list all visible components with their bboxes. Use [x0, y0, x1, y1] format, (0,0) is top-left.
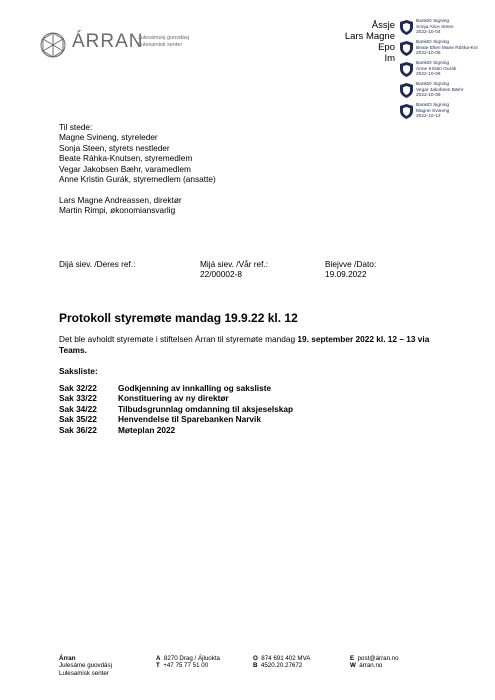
footer-org-name: Árran [59, 655, 76, 662]
address-line: Lars Magne [344, 31, 395, 42]
sak-item [59, 383, 293, 393]
sak-item [59, 393, 293, 403]
logo-name: ÁRRAN [72, 31, 144, 52]
footer-web [350, 655, 399, 670]
footer-website[interactable]: árran.no [359, 662, 383, 670]
signature-stamp [398, 102, 493, 122]
stamp-date: 2022-10-06 [416, 72, 441, 78]
staff-list [59, 195, 182, 216]
stamp-title: BankID Signing [416, 40, 450, 45]
sak-number: Sak 35/22 [59, 414, 97, 425]
stamp-title: BankID Signing [416, 19, 450, 24]
footer-phone: +47 75 77 51 00 [163, 662, 209, 670]
signature-stamps [398, 18, 493, 123]
staff-member: Martin Rimpi, økonomiansvarlig [59, 205, 176, 216]
footer-address: 8270 Drag / Ájluokta [163, 655, 220, 662]
attendee: Beate Ráhka-Knutsen, styremedlem [59, 153, 193, 164]
stamp-title: BankID Signing [416, 82, 450, 87]
shield-icon [400, 41, 413, 56]
footer-web-label: W [350, 662, 356, 670]
stamp-date: 2022-10-04 [416, 30, 441, 36]
stamp-signer: Anne Kristin Gurák [416, 66, 457, 72]
footer-org [59, 655, 112, 677]
footer-registry [253, 655, 310, 670]
footer-org-label: O [253, 655, 258, 662]
attendee: Vegar Jakobsen Bæhr, varamedlem [59, 163, 191, 174]
address-line: Im [384, 53, 395, 64]
var-ref [200, 259, 268, 279]
stamp-date: 2022-10-06 [416, 93, 441, 99]
sak-item [59, 404, 293, 414]
footer-contact [156, 655, 220, 670]
footer-org-line: Julesáme guovdásj [59, 662, 112, 670]
saksliste-heading: Saksliste: [59, 366, 98, 376]
intro-bold: 19. september 2022 kl. 12 – 13 via Teams. [59, 334, 430, 355]
shield-icon [400, 83, 413, 98]
attendee: Sonja Steen, styrets nestleder [59, 142, 170, 153]
date-value: 19.09.2022 [325, 269, 367, 279]
date-label: Biejvve /Dato: [325, 259, 377, 269]
saksliste [59, 383, 293, 435]
stamp-signer: Vegar Jakobsen Bæhr [416, 87, 464, 93]
staff-member: Lars Magne Andreassen, direktør [59, 195, 182, 205]
sak-title: Konstituering av ny direktør [118, 393, 229, 404]
stamp-signer: Sonja Alice Steen [416, 24, 454, 30]
shield-icon [400, 20, 413, 35]
deres-ref [59, 259, 135, 269]
attendees-list [59, 122, 216, 184]
address-line: Epo [378, 42, 395, 53]
sak-number: Sak 32/22 [59, 383, 97, 393]
footer-org-line: Lulesamisk senter [59, 669, 109, 677]
stamp-date: 2022-10-12 [416, 114, 441, 120]
stamp-signer: Magne Svineng [416, 108, 450, 114]
logo-subtitle: Julesámesj guovdásj Lulesamisk senter [138, 35, 190, 48]
signature-stamp [398, 81, 493, 101]
footer-email-label: E [350, 655, 355, 662]
sak-title: Tilbudsgrunnlag omdanning til aksjeselskap [118, 403, 294, 414]
sak-title: Godkjenning av innkalling og saksliste [118, 383, 272, 393]
signature-stamp [398, 39, 493, 59]
attendee: Anne Kristin Gurák, styremedlem (ansatte) [59, 174, 216, 185]
footer-phone-label: T [156, 662, 160, 670]
footer-org-number: 874 691 402 MVA [261, 655, 311, 662]
signature-stamp [398, 18, 493, 38]
sak-item [59, 425, 293, 435]
arran-logo-icon [38, 30, 68, 60]
address-line: Åssje [371, 20, 395, 31]
sak-number: Sak 34/22 [59, 403, 97, 414]
sak-title: Møteplan 2022 [118, 424, 176, 435]
signature-stamp [398, 60, 493, 80]
sak-number: Sak 36/22 [59, 424, 97, 435]
footer-bank-account: 4520.20.27672 [260, 662, 303, 670]
stamp-title: BankID Signing [416, 61, 450, 66]
intro-text: Det ble avholdt styremøte i stiftelsen Árran til styremøte mandag [59, 334, 298, 344]
document-date [325, 259, 376, 279]
stamp-signer: Beate Ellen Marie Ráhka-Kni [416, 45, 478, 51]
shield-icon [400, 104, 413, 119]
footer-bank-label: B [253, 662, 258, 670]
attendees-label: Til stede: [59, 122, 93, 132]
footer-addr-label: A [156, 655, 161, 662]
stamp-date: 2022-10-06 [416, 51, 441, 57]
shield-icon [400, 62, 413, 77]
recipient-address [255, 20, 395, 64]
footer-email[interactable]: post@árran.no [357, 655, 399, 662]
intro-paragraph [59, 334, 439, 356]
var-ref-label: Mijá siev. /Vår ref.: [200, 259, 269, 269]
stamp-title: BankID Signing [416, 103, 450, 108]
var-ref-value: 22/00002-8 [200, 269, 242, 279]
deres-ref-label: Dijá siev. /Deres ref.: [59, 259, 136, 269]
sak-title: Henvendelse til Sparebanken Narvik [118, 414, 261, 425]
document-title: Protokoll styremøte mandag 19.9.22 kl. 12 [59, 311, 298, 325]
attendee: Magne Svineng, styreleder [59, 132, 158, 143]
arran-logo [38, 30, 198, 60]
sak-number: Sak 33/22 [59, 393, 97, 404]
sak-item [59, 414, 293, 424]
